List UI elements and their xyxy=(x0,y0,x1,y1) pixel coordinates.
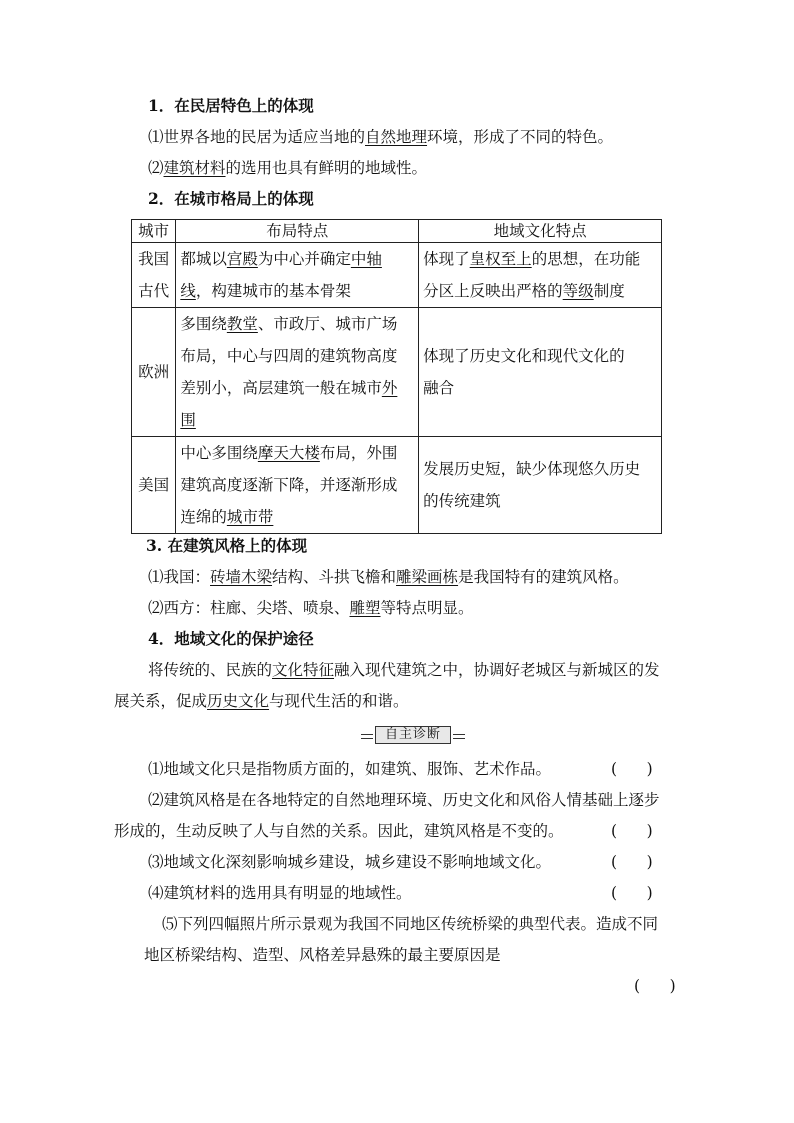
text-segment: 等特点明显。 xyxy=(380,599,474,617)
header-city: 城市 xyxy=(132,220,176,243)
text-segment: ⑵ xyxy=(148,159,164,177)
badge-bar-left xyxy=(361,734,373,739)
badge-bar-right xyxy=(453,734,465,739)
section-4-title: 4．地域文化的保护途径 xyxy=(148,629,314,648)
quiz-item-2-line-2: 形成的，生动反映了人与自然的关系。因此，建筑风格是不变的。 xyxy=(114,822,564,840)
table-row xyxy=(132,308,662,437)
self-diagnosis-badge xyxy=(361,726,465,744)
key-term: 历史文化 xyxy=(207,692,270,710)
row-city: 我国 古代 xyxy=(132,243,176,308)
text-segment: 为中心并确定 xyxy=(257,250,351,268)
text-segment: 的思想，在功能 分区上反映出严格的 xyxy=(423,250,641,300)
text-segment: 都城以 xyxy=(180,250,227,268)
row-layout xyxy=(176,308,419,437)
text-segment: 多围绕 xyxy=(180,315,227,333)
answer-blank-2: ( ) xyxy=(611,822,653,840)
key-term: 中轴 xyxy=(350,250,382,268)
row-culture xyxy=(419,243,662,308)
quiz-item-1: ⑴地域文化只是指物质方面的，如建筑、服饰、艺术作品。 xyxy=(148,760,552,778)
row-city: 美国 xyxy=(132,437,176,534)
quiz-item-4: ⑷建筑材料的选用具有明显的地域性。 xyxy=(148,884,412,902)
text-segment: 融入现代建筑之中，协调好老城区与新城区的发 xyxy=(334,661,660,679)
answer-blank-3: ( ) xyxy=(611,853,653,871)
table-header-row xyxy=(132,220,662,243)
answer-blank-4: ( ) xyxy=(611,884,653,902)
quiz-item-3: ⑶地域文化深刻影响城乡建设，城乡建设不影响地域文化。 xyxy=(148,853,552,871)
text-segment: 的选用也具有鲜明的地域性。 xyxy=(225,159,428,177)
key-term: 建筑材料 xyxy=(163,159,226,177)
key-term: 城市带 xyxy=(226,508,274,526)
key-term: 宫殿 xyxy=(226,250,258,268)
text-segment: ，构建城市的基本骨架 xyxy=(195,282,351,300)
key-term: 皇权至上 xyxy=(469,250,532,268)
table-row xyxy=(132,243,662,308)
text-segment: ⑵西方：柱廊、尖塔、喷泉、 xyxy=(148,599,350,617)
badge-label: 自主诊断 xyxy=(375,726,451,744)
header-layout: 布局特点 xyxy=(176,220,419,243)
text-segment: 中心多围绕 xyxy=(180,444,258,462)
key-term: 围 xyxy=(180,411,196,429)
quiz-item-2-line-1: ⑵建筑风格是在各地特定的自然地理环境、历史文化和风俗人情基础上逐步 xyxy=(148,791,660,809)
text-segment: ⑴我国： xyxy=(148,568,211,586)
section-3-title: 3. 在建筑风格上的体现 xyxy=(146,536,308,555)
answer-blank-1: ( ) xyxy=(611,760,653,778)
section-2-title: 2．在城市格局上的体现 xyxy=(148,189,314,208)
text-segment: 制度 xyxy=(593,282,625,300)
section-3-item-2 xyxy=(148,597,474,619)
text-segment: 布局，外围 建筑高度逐渐下降，并逐渐形成 连绵的 xyxy=(180,444,398,526)
row-layout xyxy=(176,437,419,534)
text-segment: 是我国特有的建筑风格。 xyxy=(458,568,629,586)
table-row xyxy=(132,437,662,534)
key-term: 摩天大楼 xyxy=(257,444,320,462)
key-term: 砖墙木梁 xyxy=(210,568,273,586)
key-term: 雕塑 xyxy=(349,599,381,617)
text-segment: 与现代生活的和谐。 xyxy=(269,692,409,710)
text-segment: 、市政厅、城市广场 布局，中心与四周的建筑物高度 差别小，高层建筑一般在城市 xyxy=(180,315,398,397)
text-segment: 展关系，促成 xyxy=(114,692,208,710)
text-segment: 体现了 xyxy=(423,250,470,268)
text-segment: 结构、斗拱飞檐和 xyxy=(272,568,397,586)
key-term: 教堂 xyxy=(226,315,258,333)
text-segment: 将传统的、民族的 xyxy=(148,661,273,679)
row-culture: 体现了历史文化和现代文化的 融合 xyxy=(419,308,662,437)
section-4-line-2 xyxy=(114,690,409,712)
key-term: 线 xyxy=(180,282,196,300)
row-culture: 发展历史短，缺少体现悠久历史 的传统建筑 xyxy=(419,437,662,534)
row-layout xyxy=(176,243,419,308)
key-term: 等级 xyxy=(562,282,594,300)
key-term: 外 xyxy=(381,379,398,397)
city-layout-table xyxy=(131,219,662,534)
key-term: 文化特征 xyxy=(272,661,335,679)
quiz-item-5-line-1: ⑸下列四幅照片所示景观为我国不同地区传统桥梁的典型代表。造成不同 xyxy=(162,915,659,933)
header-culture: 地域文化特点 xyxy=(419,220,662,243)
answer-blank-5: ( ) xyxy=(634,977,676,995)
section-1-item-2 xyxy=(148,157,427,179)
row-city: 欧洲 xyxy=(132,308,176,437)
section-3-item-1 xyxy=(148,566,629,588)
key-term: 雕梁画栋 xyxy=(396,568,459,586)
text-segment: 环境，形成了不同的特色。 xyxy=(427,128,614,146)
section-1-item-1 xyxy=(148,126,613,148)
quiz-item-5-line-2: 地区桥梁结构、造型、风格差异悬殊的最主要原因是 xyxy=(144,946,501,964)
text-segment: ⑴世界各地的民居为适应当地的 xyxy=(148,128,366,146)
section-4-line-1 xyxy=(148,659,660,681)
key-term: 自然地理 xyxy=(365,128,428,146)
section-1-title: 1．在民居特色上的体现 xyxy=(148,96,314,115)
